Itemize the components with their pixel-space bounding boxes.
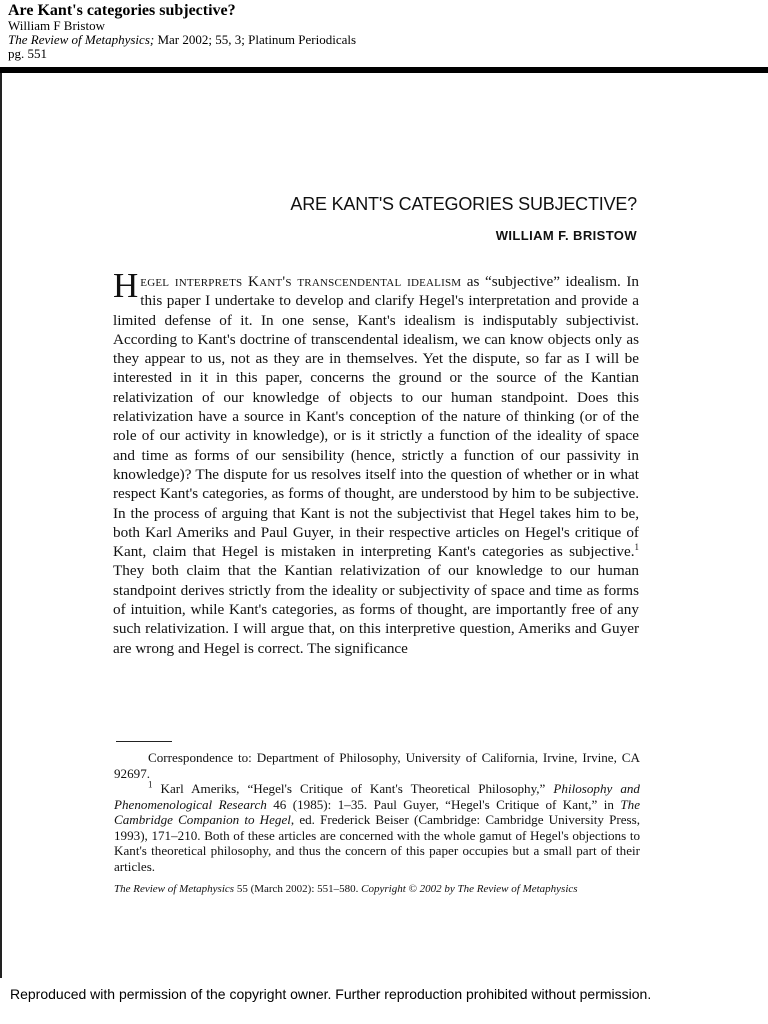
article-body	[113, 266, 639, 658]
paragraph-text-a: as “subjective” idealism. In this paper I undertake to develop and clarify Hegel's interpretation and provide a limited defense of it. In one sense, Kant's idealism is indisputably subjectivist. According to Kant's doctrine of transcendental idealism, we can know objects only as they appear to us, not as they are in themselves. Yet the dispute, so far as I will be interested in it in this paper, concerns the ground or the source of the Kantian relativization of our knowledge of objects to our human standpoint. Does this relativization have a source in Kant's conception of the nature of thinking (or of the role of our activity in knowledge), or is it strictly a function of the ideality of space and time as forms of our sensibility (hence, strictly a function of our passivity in knowledge)? The dispute for us resolves itself into the question of whether or in what respect Kant's categories, as forms of thought, are understood by him to be subjective. In the process of arguing that Kant is not the subjectivist that Hegel takes him to be, both Karl Ameriks and Paul Guyer, in their respective articles on Hegel's critique of Kant, claim that Hegel is mistaken in interpreting Kant's categories as subjective.	[113, 273, 639, 561]
paragraph-text-b: They both claim that the Kantian relativization of our knowledge to our human standpoint derives strictly from the ideality or subjectivity of space and time as forms of intuition, while Kant's categories, as forms of thought, are importantly free of any such relativization. I will argue that, on this interpretive question, Ameriks and Guyer are wrong and Hegel is correct. The significance	[113, 562, 639, 657]
page-number: pg. 551	[8, 46, 47, 61]
issue-info: Mar 2002; 55, 3; Platinum Periodicals	[154, 32, 357, 47]
footnote-1-journal: Philosophy and Phenomenological Research	[114, 781, 640, 812]
small-caps-lead: egel interprets Kant's transcendental idealism	[140, 273, 462, 290]
document-title: Are Kant's categories subjective?	[8, 2, 236, 19]
journal-citation	[114, 883, 646, 896]
footnote-1-text-a: Karl Ameriks, “Hegel's Critique of Kant's Theoretical Philosophy,”	[152, 781, 554, 796]
correspondence-note: Correspondence to: Department of Philosophy, University of California, Irvine, Irvine, CA 92697.	[114, 750, 640, 781]
article-author: WILLIAM F. BRISTOW	[495, 228, 637, 243]
citation-details: 55 (March 2002): 551–580.	[234, 883, 362, 895]
footnotes	[114, 750, 640, 874]
footnote-rule	[116, 741, 172, 742]
footnote-1-text-b: 46 (1985): 1–35. Paul Guyer, “Hegel's Critique of Kant,” in	[266, 796, 621, 812]
footnote-1-text-c: , ed. Frederick Beiser (Cambridge: Cambridge University Press, 1993), 171–210. Both of these articles are concerned with the whole gamut of Hegel's objections to Kant's theoretical philosophy, and thus the concern of this paper occupies but a small part of their articles.	[114, 812, 640, 874]
document-source	[8, 33, 356, 47]
footnote-1-marker: 1	[148, 779, 153, 790]
citation-journal: The Review of Metaphysics	[114, 883, 235, 895]
footnote-1-book: The Cambridge Companion to Hegel	[114, 796, 640, 827]
permission-footer: Reproduced with permission of the copyright owner. Further reproduction prohibited without permission.	[10, 986, 652, 1002]
drop-cap: H	[113, 266, 139, 305]
footnote-marker: 1	[634, 542, 639, 553]
article-title: ARE KANT'S CATEGORIES SUBJECTIVE?	[290, 194, 637, 214]
document-metadata	[8, 2, 356, 61]
page-left-edge	[0, 73, 2, 978]
citation-copyright: Copyright © 2002 by The Review of Metaphysics	[361, 883, 578, 895]
footnote-1	[114, 781, 640, 874]
document-author: William F Bristow	[8, 18, 105, 33]
journal-name: The Review of Metaphysics;	[8, 32, 155, 47]
